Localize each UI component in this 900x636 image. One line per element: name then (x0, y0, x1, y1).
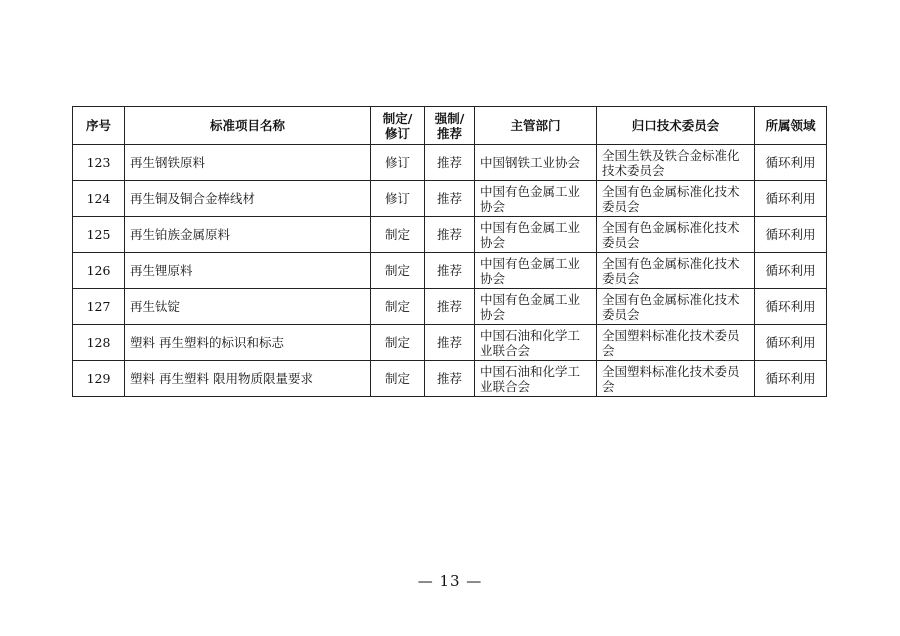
cell-type: 制定 (371, 253, 425, 289)
table-row (73, 217, 827, 253)
table-row (73, 181, 827, 217)
cell-dept: 中国石油和化学工业联合会 (475, 325, 597, 361)
header-type-line2: 修订 (384, 125, 410, 141)
cell-type: 修订 (371, 181, 425, 217)
cell-type: 修订 (371, 145, 425, 181)
cell-tc: 全国生铁及铁合金标准化技术委员会 (597, 145, 755, 181)
cell-no: 129 (73, 361, 125, 397)
header-force-line2: 推荐 (436, 125, 462, 141)
cell-no: 127 (73, 289, 125, 325)
cell-no: 128 (73, 325, 125, 361)
header-row (73, 107, 827, 145)
header-field: 所属领域 (755, 107, 827, 145)
cell-type: 制定 (371, 325, 425, 361)
cell-tc: 全国塑料标准化技术委员会 (597, 325, 755, 361)
cell-dept: 中国钢铁工业协会 (475, 145, 597, 181)
cell-dept: 中国有色金属工业协会 (475, 181, 597, 217)
cell-force: 推荐 (425, 181, 475, 217)
table-row (73, 253, 827, 289)
cell-tc: 全国有色金属标准化技术委员会 (597, 181, 755, 217)
cell-force: 推荐 (425, 325, 475, 361)
cell-name: 再生钢铁原料 (125, 145, 371, 181)
cell-field: 循环利用 (755, 361, 827, 397)
cell-dept: 中国有色金属工业协会 (475, 253, 597, 289)
table-row (73, 325, 827, 361)
header-tc: 归口技术委员会 (597, 107, 755, 145)
cell-dept: 中国石油和化学工业联合会 (475, 361, 597, 397)
standards-table (72, 106, 827, 397)
cell-tc: 全国塑料标准化技术委员会 (597, 361, 755, 397)
cell-no: 124 (73, 181, 125, 217)
header-name: 标准项目名称 (125, 107, 371, 145)
header-no: 序号 (73, 107, 125, 145)
cell-force: 推荐 (425, 145, 475, 181)
cell-no: 125 (73, 217, 125, 253)
cell-name: 再生铂族金属原料 (125, 217, 371, 253)
cell-field: 循环利用 (755, 217, 827, 253)
cell-type: 制定 (371, 289, 425, 325)
table-body (73, 145, 827, 397)
header-type (371, 107, 425, 145)
cell-field: 循环利用 (755, 325, 827, 361)
header-dept: 主管部门 (475, 107, 597, 145)
cell-no: 123 (73, 145, 125, 181)
cell-field: 循环利用 (755, 253, 827, 289)
cell-name: 塑料 再生塑料的标识和标志 (125, 325, 371, 361)
table-row (73, 361, 827, 397)
page-number: — 13 — (417, 572, 483, 590)
cell-type: 制定 (371, 217, 425, 253)
cell-type: 制定 (371, 361, 425, 397)
table-row (73, 145, 827, 181)
cell-dept: 中国有色金属工业协会 (475, 289, 597, 325)
cell-name: 再生钛锭 (125, 289, 371, 325)
cell-no: 126 (73, 253, 125, 289)
cell-force: 推荐 (425, 361, 475, 397)
table-header (73, 107, 827, 145)
cell-name: 塑料 再生塑料 限用物质限量要求 (125, 361, 371, 397)
cell-tc: 全国有色金属标准化技术委员会 (597, 217, 755, 253)
table-row (73, 289, 827, 325)
cell-field: 循环利用 (755, 145, 827, 181)
cell-tc: 全国有色金属标准化技术委员会 (597, 289, 755, 325)
cell-name: 再生铜及铜合金棒线材 (125, 181, 371, 217)
cell-force: 推荐 (425, 217, 475, 253)
cell-tc: 全国有色金属标准化技术委员会 (597, 253, 755, 289)
cell-dept: 中国有色金属工业协会 (475, 217, 597, 253)
cell-name: 再生锂原料 (125, 253, 371, 289)
cell-field: 循环利用 (755, 289, 827, 325)
cell-force: 推荐 (425, 253, 475, 289)
header-type-line1: 制定/ (382, 110, 413, 126)
header-force (425, 107, 475, 145)
header-force-line1: 强制/ (434, 110, 465, 126)
cell-field: 循环利用 (755, 181, 827, 217)
cell-force: 推荐 (425, 289, 475, 325)
